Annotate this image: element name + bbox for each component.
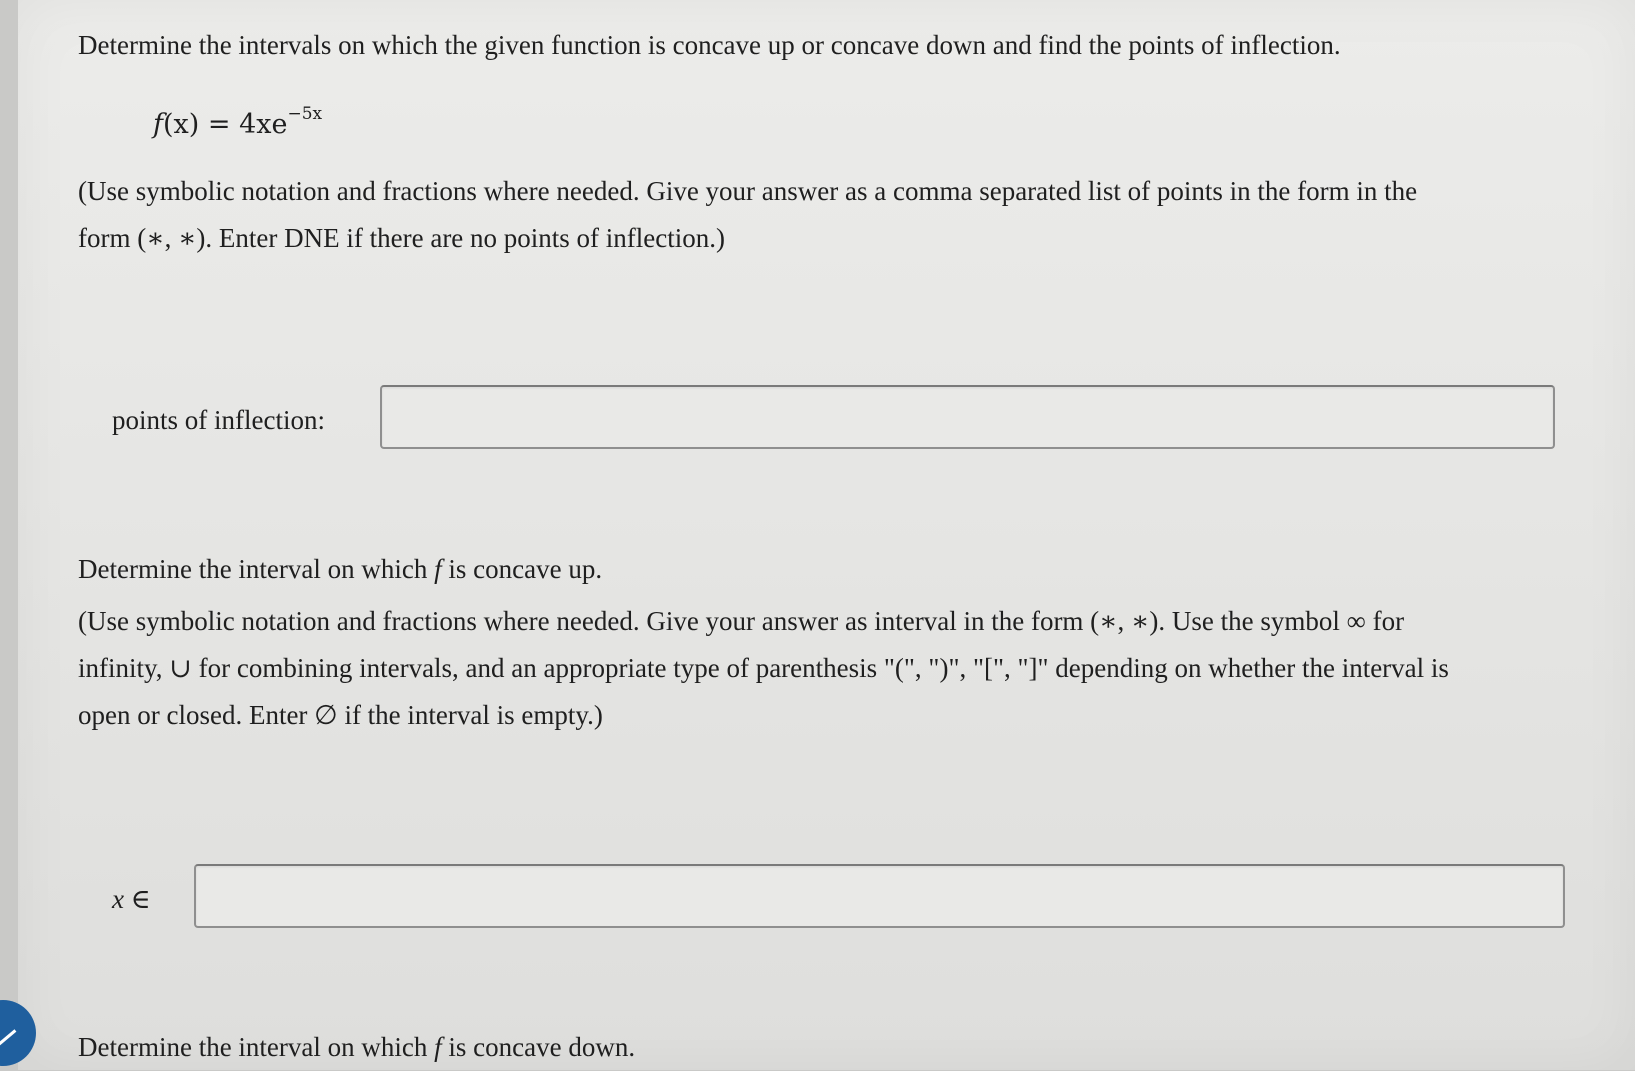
poi-instructions-line: form (∗, ∗). Enter DNE if there are no points of inflection.): [78, 223, 725, 253]
formula-exponent: −5x: [287, 104, 323, 124]
concave-up-suffix: is concave up.: [441, 554, 603, 584]
formula-lhs: f: [153, 109, 163, 140]
concave-up-instructions-line: open or closed. Enter ∅ if the interval is empty.): [78, 700, 603, 730]
concave-up-prefix: Determine the interval on which: [78, 554, 435, 584]
concave-down-suffix: is concave down.: [441, 1032, 636, 1062]
concave-up-field-label: [112, 884, 151, 915]
concave-up-var: f: [434, 554, 442, 584]
formula-args: (x) = 4xe: [163, 109, 288, 140]
poi-label: points of inflection:: [112, 405, 325, 435]
concave-down-var: f: [434, 1032, 442, 1062]
function-formula: [153, 104, 323, 140]
poi-input[interactable]: [380, 385, 1555, 449]
concave-down-prefix: Determine the interval on which: [78, 1032, 435, 1062]
concave-up-instructions: [78, 598, 1449, 739]
field-label-symbol: ∈: [123, 884, 151, 914]
poi-instructions-line: (Use symbolic notation and fractions where needed. Give your answer as a comma separated list of points in the form in the: [78, 176, 1418, 206]
concave-up-input[interactable]: [194, 864, 1565, 928]
poi-instructions: [78, 168, 1417, 262]
concave-down-prompt: [78, 1024, 635, 1071]
question-intro: Determine the intervals on which the given function is concave up or concave down and find the points of inflection.: [78, 30, 1341, 60]
check-icon: [0, 1029, 16, 1045]
concave-up-instructions-line: infinity, ∪ for combining intervals, and an appropriate type of parenthesis "(", ")", "[", "]" depending on whether the interval is: [78, 653, 1449, 683]
field-label-var: x: [112, 884, 124, 914]
concave-up-prompt: [78, 546, 602, 593]
concave-up-instructions-line: (Use symbolic notation and fractions where needed. Give your answer as interval in the form (∗, ∗). Use the symbol ∞ for: [78, 606, 1405, 636]
question-panel: [18, 0, 1635, 1070]
